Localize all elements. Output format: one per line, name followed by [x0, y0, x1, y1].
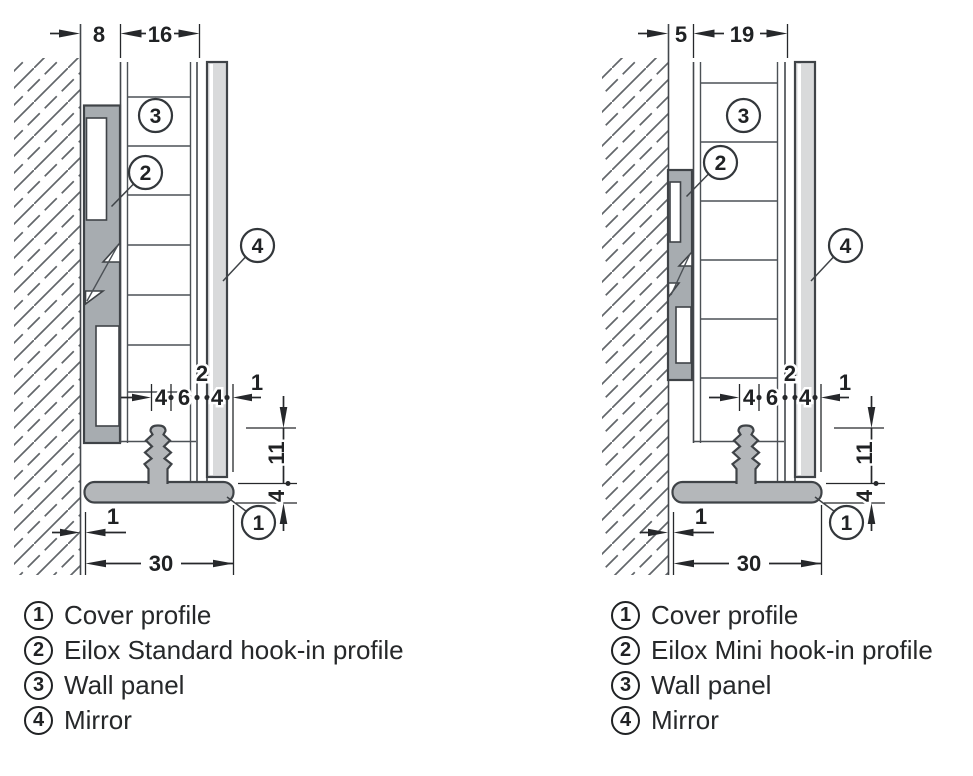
dim-air-gap-label: 2 — [195, 361, 209, 386]
dim-stem-width-label: 4 — [742, 385, 756, 410]
callout-cover-profile-num: 1 — [252, 512, 265, 535]
dim-panel-thickness-label: 16 — [147, 22, 173, 47]
dim-lip-height-label: 11 — [852, 441, 877, 465]
dim-mirror-to-edge-label: 1 — [838, 370, 852, 395]
dim-mirror-thickness-label: 4 — [210, 385, 224, 410]
legend-item-label: Mirror — [64, 705, 132, 735]
figure-right — [602, 22, 885, 576]
legend-number-circle: 4 — [611, 706, 640, 735]
dim-wall-to-panel-label: 8 — [92, 22, 106, 47]
legend-number-circle: 1 — [24, 601, 53, 630]
legend-item-label: Mirror — [651, 705, 719, 735]
mirror-shape — [795, 62, 815, 477]
dim-stem-to-mirror-label: 6 — [177, 385, 191, 410]
legend-number-circle: 2 — [24, 636, 53, 665]
hook-in-profile-shape — [84, 106, 120, 444]
callout-mirror-num: 4 — [839, 235, 852, 258]
legend-number-circle: 4 — [24, 706, 53, 735]
legend-item-hook-profile — [24, 633, 404, 668]
dim-profile-width-label: 30 — [148, 551, 174, 576]
legend-left — [24, 598, 404, 738]
callouts — [112, 99, 276, 539]
legend-item-cover-profile — [24, 598, 404, 633]
dim-mirror-thickness-label: 4 — [798, 385, 812, 410]
legend-item-mirror — [611, 703, 933, 738]
top-dimensions — [638, 22, 788, 58]
dim-wall-to-panel-label: 5 — [674, 22, 688, 47]
legend-item-label: Wall panel — [64, 670, 185, 700]
top-dimensions — [50, 22, 200, 58]
hook-in-profile-shape — [668, 170, 692, 380]
legend-right — [611, 598, 933, 738]
legend-item-hook-profile — [611, 633, 933, 668]
dim-lip-height-label: 11 — [264, 441, 289, 465]
legend-item-label: Eilox Standard hook-in profile — [64, 635, 404, 665]
wall-hatch — [14, 58, 80, 575]
dim-stem-width-label: 4 — [154, 385, 168, 410]
dim-profile-width-label: 30 — [736, 551, 762, 576]
figure-left — [14, 22, 297, 576]
wall-hatch — [602, 58, 668, 575]
legend-item-mirror — [24, 703, 404, 738]
dim-base-thickness-label: 4 — [264, 489, 289, 503]
callout-hook-profile-num: 2 — [139, 162, 152, 185]
legend-item-wall-panel — [24, 668, 404, 703]
dim-stem-to-mirror-label: 6 — [765, 385, 779, 410]
legend-item-label: Eilox Mini hook-in profile — [651, 635, 933, 665]
legend-item-wall-panel — [611, 668, 933, 703]
callout-wall-panel-num: 3 — [149, 105, 162, 128]
callout-hook-profile-num: 2 — [714, 152, 727, 175]
legend-item-label: Wall panel — [651, 670, 772, 700]
legend-number-circle: 3 — [24, 671, 53, 700]
mirror-shape — [207, 62, 227, 477]
legend-item-cover-profile — [611, 598, 933, 633]
legend-item-label: Cover profile — [64, 600, 212, 630]
callout-cover-profile-num: 1 — [840, 512, 853, 535]
legend-item-label: Cover profile — [651, 600, 799, 630]
callout-wall-panel-num: 3 — [737, 105, 750, 128]
legend-number-circle: 3 — [611, 671, 640, 700]
dim-wall-clearance-label: 1 — [106, 504, 120, 529]
callout-mirror-num: 4 — [251, 235, 264, 258]
dim-air-gap-label: 2 — [783, 361, 797, 386]
dim-wall-clearance-label: 1 — [694, 504, 708, 529]
dim-base-thickness-label: 4 — [852, 489, 877, 503]
legend-number-circle: 1 — [611, 601, 640, 630]
dim-mirror-to-edge-label: 1 — [250, 370, 264, 395]
legend-number-circle: 2 — [611, 636, 640, 665]
dim-panel-thickness-label: 19 — [729, 22, 755, 47]
mid-dimensions — [121, 361, 263, 472]
